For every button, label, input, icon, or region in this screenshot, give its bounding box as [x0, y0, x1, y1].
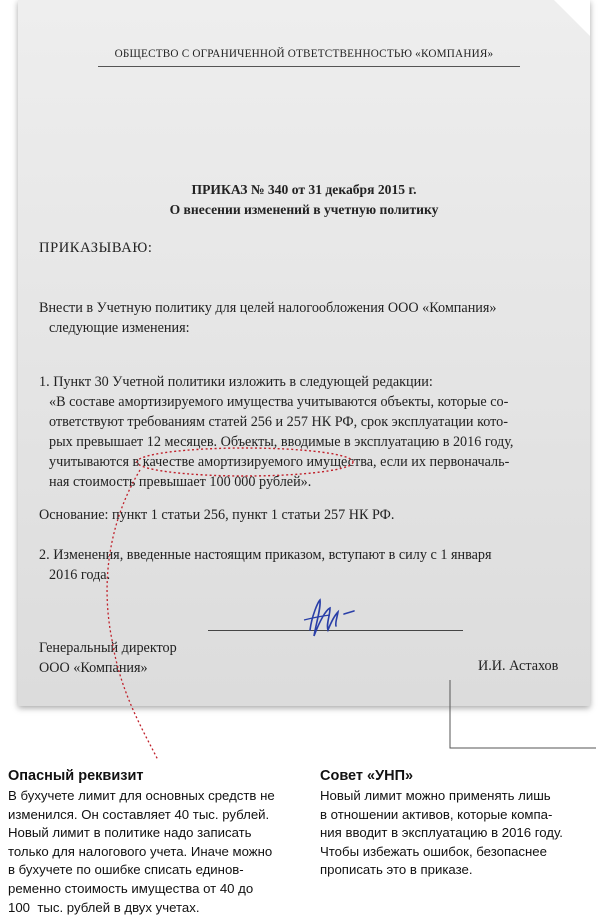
company-name: ОБЩЕСТВО С ОГРАНИЧЕННОЙ ОТВЕТСТВЕННОСТЬЮ «КОМПАНИЯ» [114, 48, 494, 60]
director-title: Генеральный директор [39, 640, 177, 656]
note-left-text [8, 787, 304, 917]
basis-line: Основание: пункт 1 статьи 256, пункт 1 статьи 257 НК РФ. [39, 507, 395, 523]
point-2-line: 2. Изменения, введенные настоящим приказом, вступают в силу с 1 января [39, 547, 492, 563]
note-right-title: Совет «УНП» [320, 768, 414, 784]
intro-line: следующие изменения: [49, 320, 190, 336]
note-line: изменился. Он составляет 40 тыс. рублей. [8, 806, 270, 822]
highlight-ellipse [137, 448, 353, 476]
quote-line: рых превышает 12 месяцев. Объекты, вводимые в эксплуатацию в 2016 году, [49, 434, 514, 450]
note-line: 100 тыс. рублей в двух учетах. [8, 899, 200, 915]
note-line: в отношении активов, которые компа- [320, 806, 553, 822]
note-line: прописать это в приказе. [320, 862, 473, 878]
note-left-title: Опасный реквизит [8, 768, 144, 784]
note-bracket [450, 680, 596, 748]
annotation-connector [107, 470, 158, 760]
intro-line: Внести в Учетную политику для целей налогообложения ООО «Компания» [39, 300, 497, 316]
point-1: 1. Пункт 30 Учетной политики изложить в следующей редакции: [39, 374, 433, 390]
note-line: В бухучете лимит для основных средств не [8, 788, 275, 803]
order-title: ПРИКАЗ № 340 от 31 декабря 2015 г. [191, 182, 417, 197]
note-line: только для налогового учета. Иначе можно [8, 843, 273, 859]
note-line: ременно стоимость имущества от 40 до [8, 880, 254, 896]
quote-line: ответствуют требованиям статей 256 и 257 НК РФ, срок эксплуатации кото- [49, 414, 508, 430]
order-subtitle: О внесении изменений в учетную политику [169, 202, 439, 217]
quote-line: «В составе амортизируемого имущества учитываются объекты, которые со- [49, 394, 509, 410]
signer-name: И.И. Астахов [478, 658, 559, 674]
note-line: ния вводит в эксплуатацию в 2016 году. [320, 825, 563, 841]
note-line: в бухучете по ошибке списать единов- [8, 862, 244, 878]
quote-line: учитываются в качестве амортизируемого имущества, если их первоначаль- [49, 454, 510, 470]
order-command: ПРИКАЗЫВАЮ: [39, 240, 153, 256]
note-unp-advice [320, 768, 596, 880]
quote-line: ная стоимость превышает 100 000 рублей». [49, 474, 312, 490]
point-2-line: 2016 года. [49, 567, 111, 583]
note-line: Новый лимит в политике надо записать [8, 825, 252, 841]
note-right-text [320, 787, 596, 880]
note-line: Новый лимит можно применять лишь [320, 788, 551, 803]
director-company: ООО «Компания» [39, 660, 148, 676]
note-line: Чтобы избежать ошибок, безопаснее [320, 843, 547, 859]
note-dangerous-requisite [8, 768, 304, 917]
